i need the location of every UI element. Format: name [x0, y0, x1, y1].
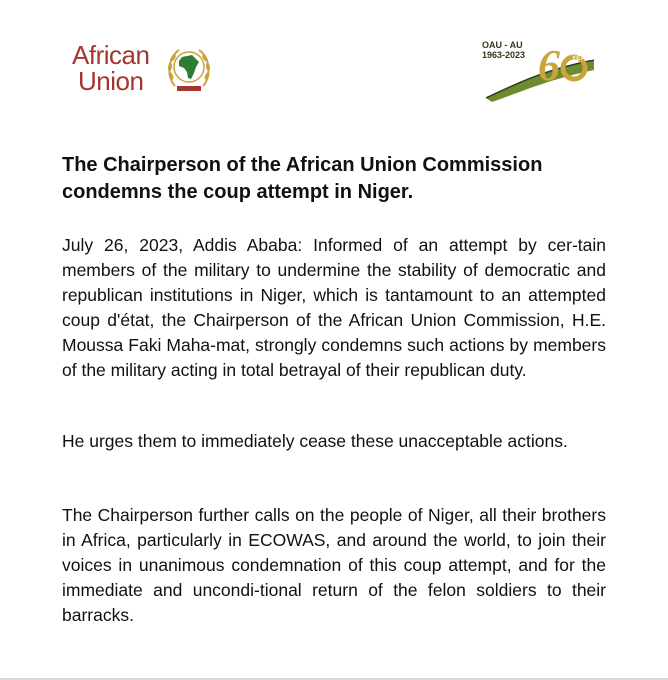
anniversary-label-line2: 1963-2023	[482, 50, 526, 60]
paragraph-2: He urges them to immediately cease these unacceptable actions.	[62, 431, 568, 451]
au-wordmark	[72, 42, 149, 94]
au-emblem-icon	[165, 42, 213, 94]
au-wordmark-line2: Union	[78, 66, 144, 96]
paragraph-3: The Chairperson further calls on the people of Niger, all their brothers in Africa, particularly in ECOWAS, and around the world, to join their voices in unanimous condemnation of this coup attempt, and for the immediate and uncondi-tional return of the felon soldiers to their barracks.	[62, 505, 606, 625]
title-line2: condemns the coup attempt in Niger.	[62, 181, 414, 203]
anniversary-years-label: YEARS	[572, 56, 595, 62]
svg-text:6: 6	[538, 41, 560, 90]
anniversary-label-line1: OAU - AU	[482, 40, 523, 50]
paragraph-1: July 26, 2023, Addis Ababa: Informed of an attempt by cer-tain members of the military to undermine the stability of democratic and republican institutions in Niger, which is tantamount to an attempted coup d'état, the Chairperson of the African Union Commission, H.E. Moussa Faki Maha-mat, strongly condemns such actions by members of the military acting in total betrayal of their republican duty.	[62, 235, 606, 380]
oau-au-60-years-logo	[482, 40, 598, 102]
title-line1: The Chairperson of the African Union Commission	[62, 154, 543, 176]
african-union-logo	[72, 40, 212, 102]
press-release-title	[62, 152, 612, 206]
au-wordmark-line1: African	[72, 40, 150, 70]
anniversary-label	[482, 40, 525, 60]
